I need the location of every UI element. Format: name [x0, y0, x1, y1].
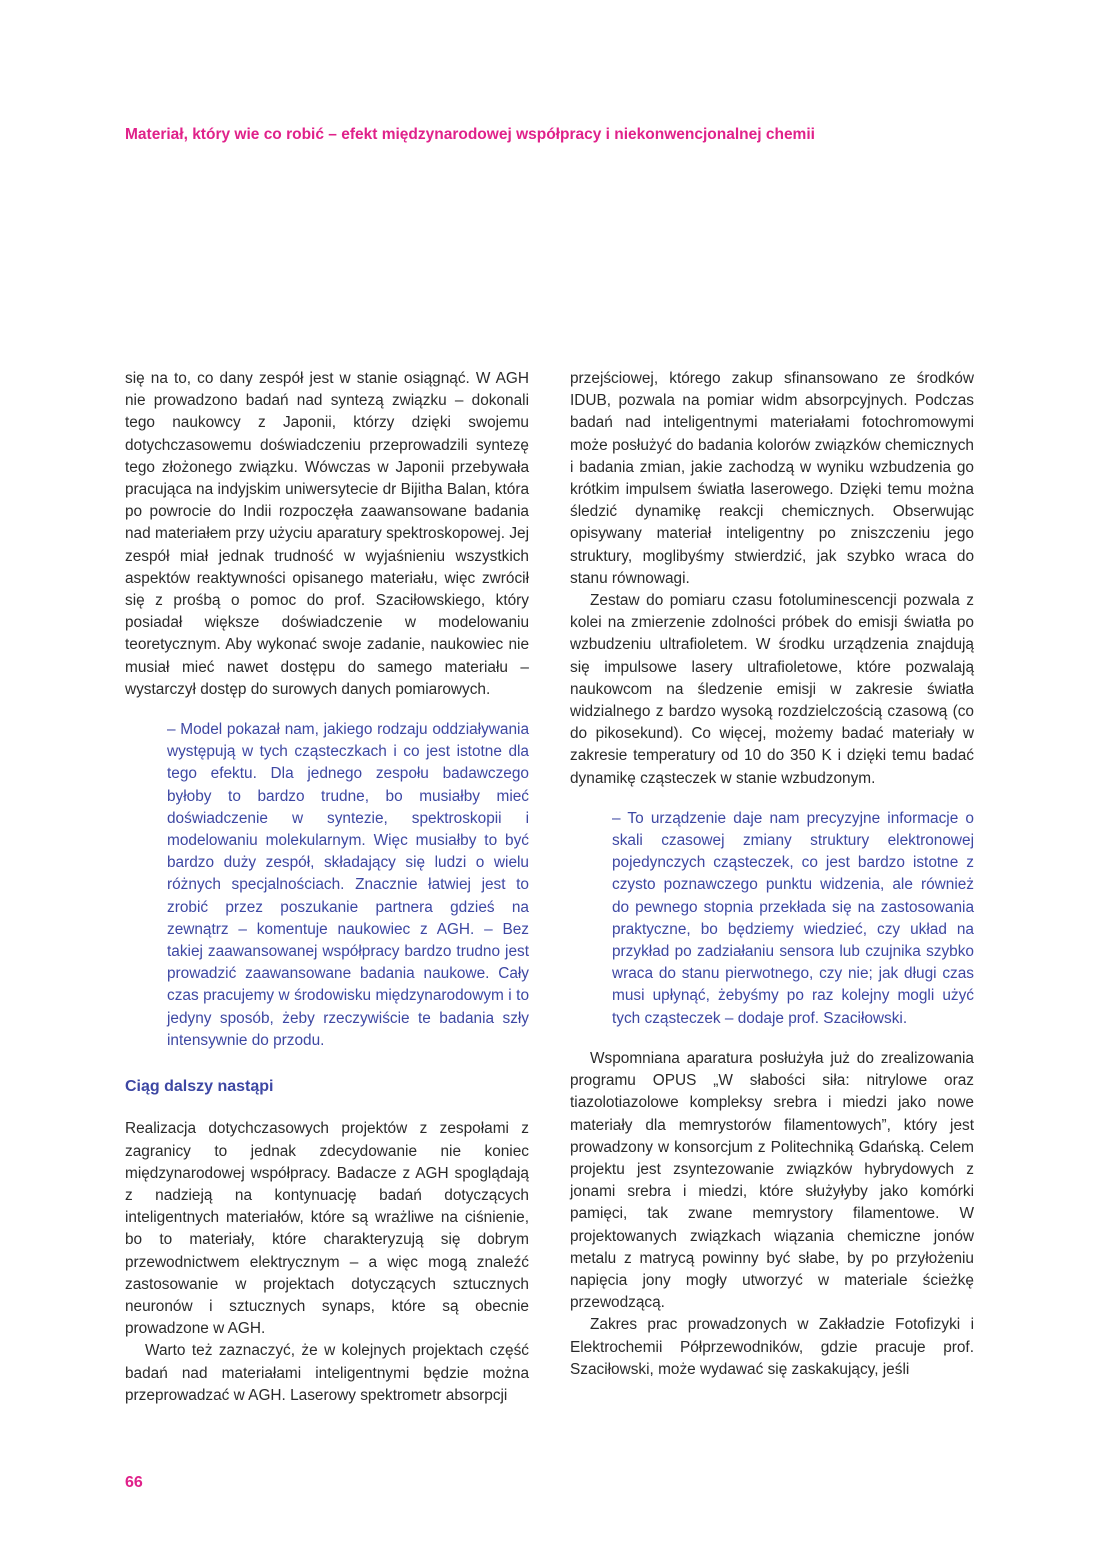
body-paragraph: przejściowej, którego zakup sfinansowano ze środków IDUB, pozwala na pomiar widm absorpcyjnych. Podczas badań nad inteligentnymi materiałami fotochromowymi może posłużyć do badania kolorów związków chemicznych i badania zmian, jakie zachodzą w wyniku wzbudzenia go krótkim impulsem światła laserowego. Dzięki temu można śledzić dynamikę reakcji chemicznych. Obserwując opisywany materiał inteligentny po zniszczeniu jego struktury, moglibyśmy stwierdzić, jak szybko wraca do stanu równowagi.	[570, 370, 974, 587]
body-paragraph: Wspomniana aparatura posłużyła już do zrealizowania programu OPUS „W słabości siła: nitrylowe oraz tiazolotiazolowe kompleksy srebra i miedzi jako nowe materiały dla memrystorów filamentowych”, który jest prowadzony w konsorcjum z Politechniką Gdańską. Celem projektu jest zsyntezowanie związków hybrydowych z jonami srebra i miedzi, które służyłyby jako komórki pamięci, tak zwane memrystory filamentowe. W projektowanych związkach wiązania chemiczne jonów metalu z matrycą powinny być słabe, by po przyłożeniu napięcia jony mogły utworzyć w materiale ścieżkę przewodzącą.	[570, 1049, 974, 1312]
body-paragraph: się na to, co dany zespół jest w stanie osiągnąć. W AGH nie prowadzono badań nad syntezą związku – dokonali tego naukowcy z Japonii, którzy dzięki swojemu dotychczasowemu doświadczeniu przeprowadzili syntezę tego złożonego związku. Wówczas w Japonii przebywała pracująca na indyjskim uniwersytecie dr Bijitha Balan, która po powrocie do Indii rozpoczęła zaawansowane badania nad materiałem przy użyciu aparatury spektroskopowej. Jej zespół miał jednak trudność w wyjaśnieniu wszystkich aspektów reaktywności opisanego materiału, więc zwrócił się z prośbą o pomoc do prof. Szaciłowskiego, który posiadał większe doświadczenie w modelowaniu teoretycznym. Aby wykonać swoje zadanie, naukowiec nie musiał mieć nawet dostępu do samego materiału – wystarczył dostęp do surowych danych pomiarowych.	[125, 370, 529, 698]
right-column	[570, 368, 974, 1381]
body-paragraph: Realizacja dotychczasowych projektów z zespołami z zagranicy to jednak zdecydowanie nie koniec międzynarodowej współpracy. Badacze z AGH spoglądają z nadzieją na kontynuację badań dotyczących inteligentnych materiałów, które są wrażliwe na ciśnienie, bo to materiały, które charakteryzują się dobrym przewodnictwem elektrycznym – a więc mogą znaleźć zastosowanie w projektach dotyczących sztucznych neuronów i sztucznych synaps, które są obecnie prowadzone w AGH.	[125, 1120, 529, 1338]
body-paragraph: Zakres prac prowadzonych w Zakładzie Fotofizyki i Elektrochemii Półprzewodników, gdzie pracuje prof. Szaciłowski, może wydawać się zaskakujący, jeśli	[570, 1316, 974, 1378]
pull-quote: – To urządzenie daje nam precyzyjne informacje o skali czasowej zmiany struktury elektronowej pojedynczych cząsteczek, co jest bardzo istotne z czysto poznawczego punktu widzenia, ale również do pewnego stopnia przekłada się na zastosowania praktyczne, bo będziemy wiedzieć, czy układ na przykład po zadziałaniu sensora lub czujnika szybko wraca do stanu pierwotnego, czy nie; jak długi czas musi upłynąć, żebyśmy po raz kolejny mogli użyć tych cząsteczek – dodaje prof. Szaciłowski.	[612, 809, 974, 1027]
left-column	[125, 368, 529, 1407]
body-paragraph: Warto też zaznaczyć, że w kolejnych projektach część badań nad materiałami inteligentnymi będzie można przeprowadzać w AGH. Laserowy spektrometr absorpcji	[125, 1342, 529, 1404]
body-paragraph: Zestaw do pomiaru czasu fotoluminescencji pozwala z kolei na zmierzenie zdolności próbek do emisji światła po wzbudzeniu ultrafioletem. W środku urządzenia znajdują się impulsowe lasery ultrafioletowe, które pozwalają naukowcom na śledzenie emisji w zakresie światła widzialnego z bardzo wysoką rozdzielczością czasową (co do pikosekund). Co więcej, możemy badać materiały w zakresie temperatury od 10 do 350 K i dzięki temu badać dynamikę cząsteczek w stanie wzbudzonym.	[570, 592, 974, 787]
pull-quote: – Model pokazał nam, jakiego rodzaju oddziaływania występują w tych cząsteczkach i co jest istotne dla tego efektu. Dla jednego zespołu badawczego byłoby to bardzo trudne, bo musiałby mieć doświadczenie w syntezie, spektroskopii i modelowaniu molekularnym. Więc musiałby to być bardzo duży zespół, składający się ludzi o wielu różnych specjalnościach. Znacznie łatwiej jest to zrobić przez poszukanie partnera gdzieś na zewnątrz – komentuje naukowiec z AGH. – Bez takiej zaawansowanej współpracy bardzo trudno jest prowadzić zaawansowane badania naukowe. Cały czas pracujemy w środowisku międzynarodowym i to jedyny sposób, żeby rzeczywiście te badania szły intensywnie do przodu.	[167, 721, 529, 1049]
section-heading: Ciąg dalszy nastąpi	[125, 1078, 274, 1096]
running-header-title: Materiał, który wie co robić – efekt międzynarodowej współpracy i niekonwencjonalnej chemii	[125, 126, 815, 143]
page-number: 66	[125, 1474, 143, 1491]
